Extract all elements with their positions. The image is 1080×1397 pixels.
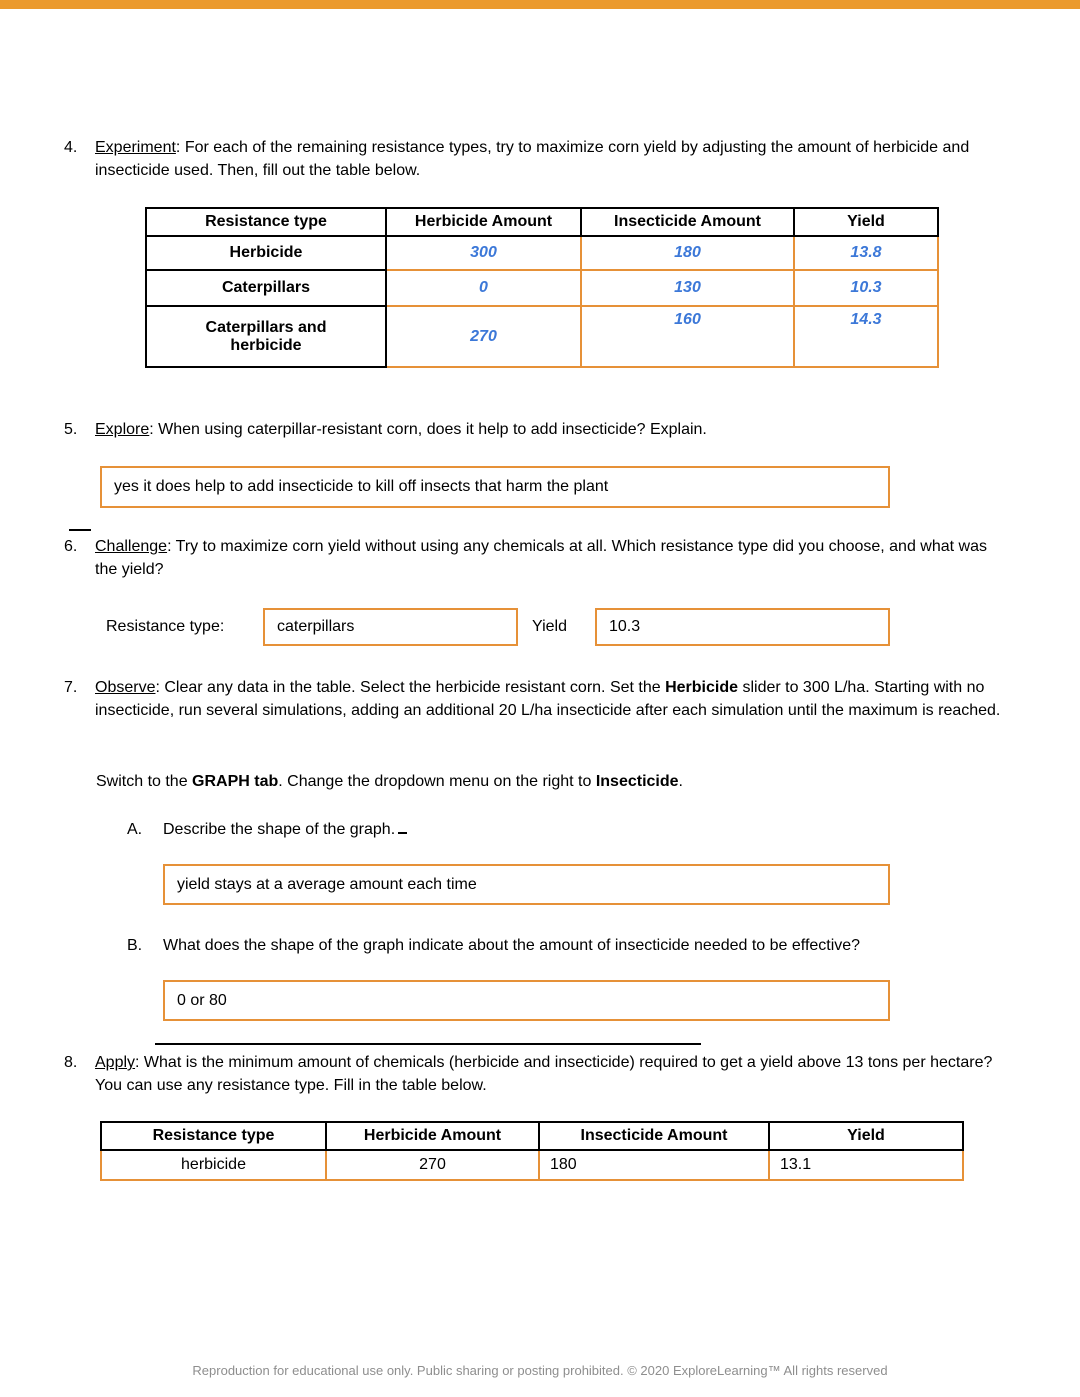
question-5-body: : When using caterpillar-resistant corn, does it help to add insecticide? Explain. [149, 421, 707, 438]
question-7-body-1: : Clear any data in the table. Select the herbicide resistant corn. Set the [155, 679, 666, 696]
question-4 [64, 136, 1013, 182]
page-footer: Reproduction for educational use only. Public sharing or posting prohibited. © 2020 ExploreLearning™ All rights reserved [192, 1363, 888, 1378]
question-8 [64, 1051, 1013, 1097]
row-label-herbicide: Herbicide [146, 236, 386, 270]
question-8-number: 8. [64, 1054, 78, 1071]
question-5-label: Explore [95, 421, 150, 438]
question-8-text [95, 1051, 1013, 1097]
table-row [146, 270, 938, 306]
question-7b [127, 934, 1043, 957]
yield-cell[interactable]: 13.8 [794, 236, 938, 270]
table-row [146, 306, 938, 367]
stray-underscore-mark [398, 820, 407, 834]
switch-text-3: . [678, 773, 683, 790]
question-7b-text [163, 934, 1043, 957]
resistance-type-field[interactable] [263, 608, 518, 646]
yield-field[interactable] [595, 608, 890, 646]
herbicide-amount-cell[interactable]: 0 [386, 270, 581, 306]
answer-q7a-text: yield stays at a average amount each time [177, 875, 477, 893]
experiment-table-header-herbicide: Herbicide Amount [386, 208, 581, 236]
question-7a [127, 818, 1023, 841]
switch-bold-graph-tab: GRAPH tab [192, 773, 279, 790]
question-7-number: 7. [64, 679, 78, 696]
question-6-body: : Try to maximize corn yield without using any chemicals at all. Which resistance type did you choose, and what was the yield? [95, 538, 987, 578]
question-6-label: Challenge [95, 538, 168, 555]
switch-bold-insecticide: Insecticide [595, 773, 679, 790]
question-7-label: Observe [95, 679, 156, 696]
insecticide-amount-cell[interactable]: 180 [581, 236, 794, 270]
apply-table-header-herbicide: Herbicide Amount [326, 1122, 539, 1150]
answer-box-q7b[interactable] [163, 980, 890, 1021]
question-5 [64, 418, 1013, 441]
resistance-type-value: caterpillars [277, 618, 355, 635]
question-7-bold-herbicide: Herbicide [665, 679, 739, 696]
page-top-border [0, 0, 1080, 9]
question-7a-text [163, 818, 1023, 841]
question-6 [64, 535, 1013, 581]
switch-text-2: . Change the dropdown menu on the right to [278, 773, 596, 790]
question-7-body-2: slider to 300 L/ha. Starting with no insecticide, run several simulations, adding an additional 20 L/ha insecticide after each simulation until the maximum is reached. [95, 679, 1001, 719]
insecticide-amount-cell[interactable]: 130 [581, 270, 794, 306]
question-7-switch-instruction [96, 770, 1014, 793]
apply-table-header-resistance: Resistance type [101, 1122, 326, 1150]
question-6-number: 6. [64, 538, 78, 555]
question-4-label: Experiment [95, 139, 176, 156]
answer-q7b-text: 0 or 80 [177, 991, 227, 1009]
apply-table-header-yield: Yield [769, 1122, 963, 1150]
yield-label: Yield [532, 618, 567, 635]
answer-box-q5[interactable] [100, 466, 890, 508]
apply-table [100, 1121, 964, 1181]
question-7a-body: Describe the shape of the graph. [163, 821, 396, 838]
resistance-type-cell[interactable]: herbicide [101, 1150, 326, 1180]
switch-text-1: Switch to the [96, 773, 193, 790]
question-5-number: 5. [64, 421, 78, 438]
question-7 [64, 676, 1013, 722]
row-label-caterpillars: Caterpillars [146, 270, 386, 306]
question-8-label: Apply [95, 1054, 136, 1071]
row-label-caterpillars-herbicide: Caterpillars and herbicide [146, 306, 386, 367]
stray-long-underline [155, 1043, 701, 1045]
question-6-text [95, 535, 1013, 581]
question-8-body: : What is the minimum amount of chemicals (herbicide and insecticide) required to get a yield above 13 tons per hectare? You can use any resistance type. Fill in the table below. [95, 1054, 993, 1094]
question-7-text [95, 676, 1013, 722]
question-4-text [95, 136, 1013, 182]
herbicide-amount-cell[interactable]: 270 [326, 1150, 539, 1180]
insecticide-amount-cell[interactable]: 180 [539, 1150, 769, 1180]
yield-cell[interactable]: 10.3 [794, 270, 938, 306]
experiment-table [145, 207, 939, 368]
herbicide-amount-cell[interactable]: 270 [386, 306, 581, 367]
table-row [101, 1150, 963, 1180]
stray-underline-mark [69, 529, 91, 531]
experiment-table-header-resistance: Resistance type [146, 208, 386, 236]
question-7b-number: B. [127, 937, 143, 954]
yield-value: 10.3 [609, 618, 641, 635]
resistance-type-label: Resistance type: [106, 618, 225, 635]
apply-table-header-insecticide: Insecticide Amount [539, 1122, 769, 1150]
experiment-table-header-yield: Yield [794, 208, 938, 236]
insecticide-amount-cell[interactable]: 160 [581, 306, 794, 367]
question-5-text [95, 418, 1013, 441]
question-4-body: : For each of the remaining resistance types, try to maximize corn yield by adjusting the amount of herbicide and insecticide used. Then, fill out the table below. [95, 139, 970, 179]
table-row [146, 236, 938, 270]
yield-cell[interactable]: 13.1 [769, 1150, 963, 1180]
experiment-table-header-insecticide: Insecticide Amount [581, 208, 794, 236]
answer-box-q7a[interactable] [163, 864, 890, 905]
herbicide-amount-cell[interactable]: 300 [386, 236, 581, 270]
yield-cell[interactable]: 14.3 [794, 306, 938, 367]
question-7a-number: A. [127, 821, 143, 838]
answer-q5-text: yes it does help to add insecticide to kill off insects that harm the plant [114, 478, 609, 495]
question-4-number: 4. [64, 139, 78, 156]
question-7b-body: What does the shape of the graph indicate about the amount of insecticide needed to be effective? [163, 937, 861, 954]
